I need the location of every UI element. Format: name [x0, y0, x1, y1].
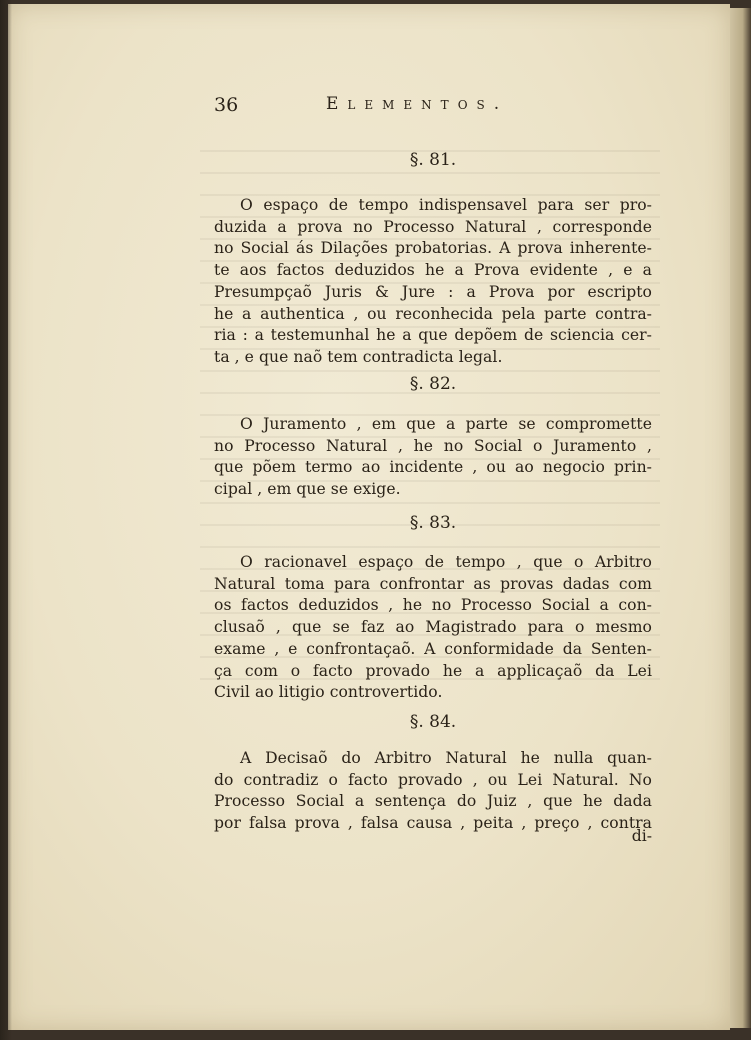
text-line: do contradiz o facto provado , ou Lei Natural. No [214, 770, 652, 789]
text-line: Civil ao litigio controvertido. [214, 683, 443, 702]
section-mark-81: §. 81. [409, 150, 457, 170]
text-line: O racionavel espaço de tempo , que o Arbitro [240, 553, 652, 571]
page-edge [730, 8, 751, 1028]
text-line: duzida a prova no Processo Natural , corresponde [214, 217, 652, 236]
running-head [214, 94, 652, 120]
text-line: O Juramento , em que a parte se compromette [240, 415, 652, 433]
text-line: ça com o facto provado he a applicaçaõ da Lei [214, 661, 652, 680]
text-line: Processo Social a sentença do Juiz , que he dada [214, 792, 652, 811]
text-line: O espaço de tempo indispensavel para ser pro- [240, 196, 652, 214]
section-mark-82: §. 82. [409, 374, 457, 394]
text-line: os factos deduzidos , he no Processo Social a con- [214, 596, 652, 615]
text-line: te aos factos deduzidos he a Prova evidente , e a [214, 261, 652, 280]
binding-shadow [0, 0, 12, 1040]
section-mark-84: §. 84. [409, 712, 457, 732]
paragraph-81 [214, 195, 652, 369]
paragraph-83 [214, 552, 652, 704]
text-line: exame , e confrontaçaõ. A conformidade da Senten- [214, 639, 652, 658]
text-line: Natural toma para confrontar as provas dadas com [214, 574, 652, 593]
paragraph-84 [214, 748, 652, 835]
text-line: clusaõ , que se faz ao Magistrado para o mesmo [214, 618, 652, 637]
text-line: no Social ás Dilações probatorias. A prova inherente- [214, 239, 652, 258]
text-line: cipal , em que se exige. [214, 480, 401, 499]
text-line: que põem termo ao incidente , ou ao negocio prin- [214, 458, 652, 477]
paragraph-82 [214, 414, 652, 501]
text-line: ta , e que naõ tem contradicta legal. [214, 347, 503, 366]
running-title: Elementos. [326, 94, 509, 114]
text-line: A Decisaõ do Arbitro Natural he nulla quan- [240, 749, 652, 767]
text-line: por falsa prova , falsa causa , peita , preço , contra [214, 814, 652, 833]
catchword: di- [631, 827, 652, 845]
text-line: ria : a testemunhal he a que depõem de sciencia cer- [214, 326, 652, 345]
section-mark-83: §. 83. [409, 513, 457, 533]
text-line: Presumpçaõ Juris & Jure : a Prova por escripto [214, 282, 652, 301]
text-line: he a authentica , ou reconhecida pela parte contra- [214, 304, 652, 323]
page-number: 36 [214, 94, 239, 116]
text-line: no Processo Natural , he no Social o Juramento , [214, 436, 652, 455]
